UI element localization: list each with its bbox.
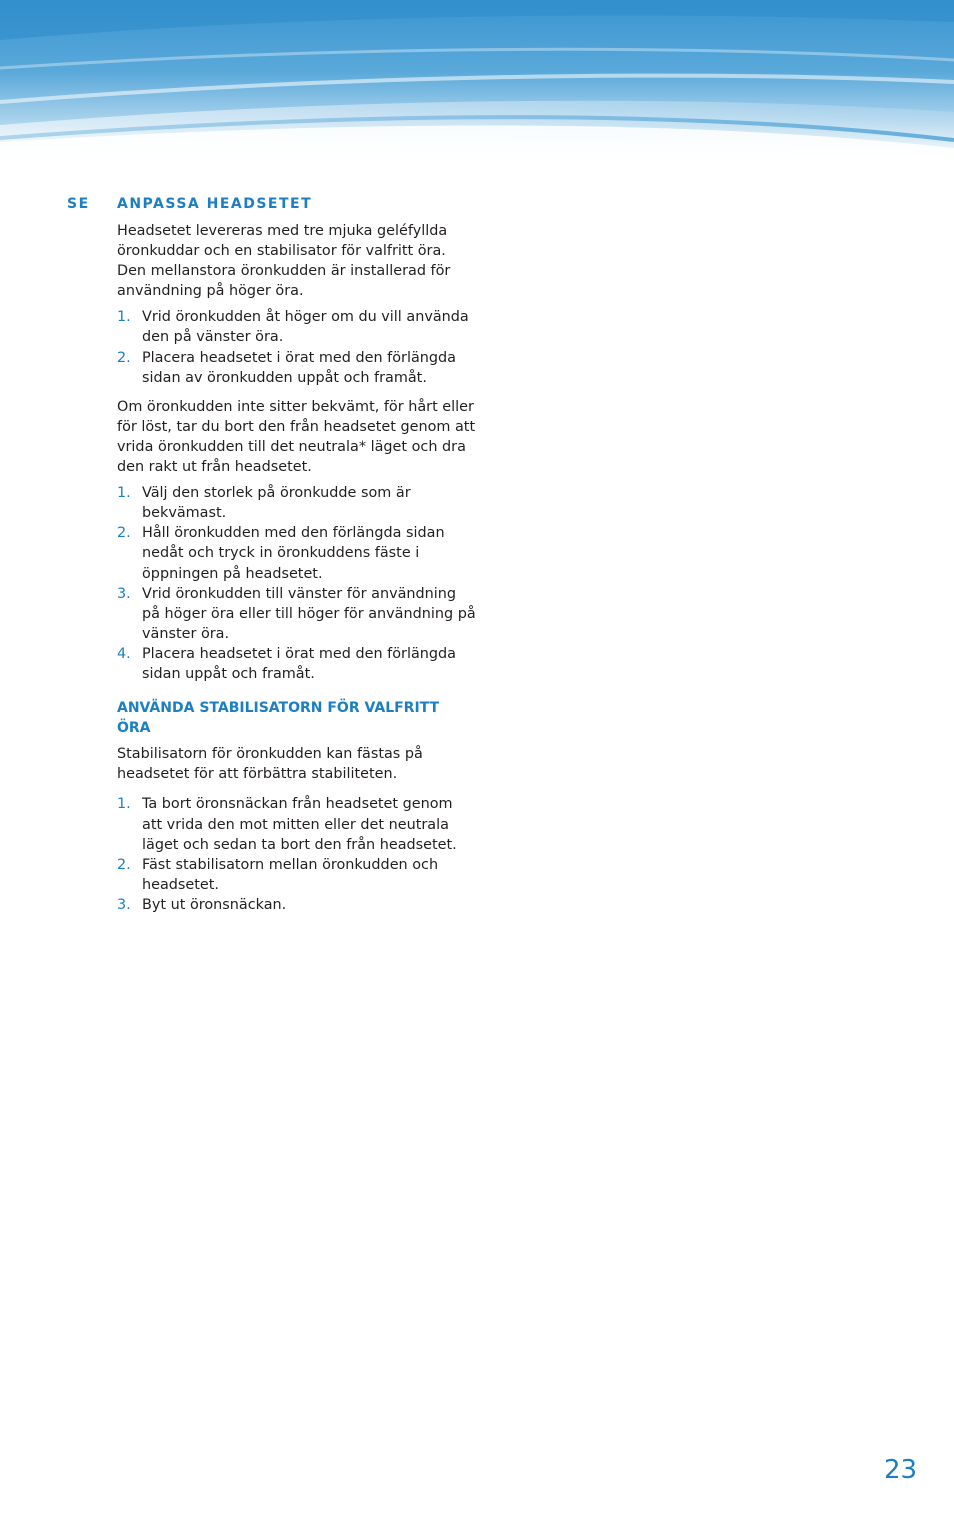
section-title: ANPASSA HEADSETET: [117, 196, 313, 212]
step-text: Fäst stabilisatorn mellan öronkudden och headsetet.: [142, 856, 439, 893]
steps-list-stabilizer: [117, 794, 477, 915]
steps-list-adjust: [117, 307, 477, 387]
list-item: [117, 307, 477, 347]
step-number: 1.: [117, 485, 131, 502]
steps-list-change: [117, 483, 477, 684]
header-banner: [0, 0, 954, 160]
step-number: 1.: [117, 309, 131, 326]
language-code: SE: [67, 196, 90, 212]
step-number: 4.: [117, 645, 131, 662]
list-item: [117, 794, 477, 854]
step-text: Vrid öronkudden åt höger om du vill använda den på vänster öra.: [142, 309, 469, 346]
stabilizer-heading: ANVÄNDA STABILISATORN FÖR VALFRITT ÖRA: [117, 700, 440, 737]
step-text: Ta bort öronsnäckan från headsetet genom att vrida den mot mitten eller det neutrala läget och sedan ta bort den från headsetet.: [142, 796, 457, 853]
step-text: Placera headsetet i örat med den förlängda sidan uppåt och framåt.: [142, 645, 456, 682]
list-item: [117, 855, 477, 895]
page-number: 23: [884, 1455, 918, 1485]
stabilizer-paragraph: Stabilisatorn för öronkudden kan fästas på headsetet för att förbättra stabiliteten.: [117, 746, 423, 783]
step-text: Vrid öronkudden till vänster för användning på höger öra eller till höger för användning på vänster öra.: [142, 585, 476, 642]
step-text: Välj den storlek på öronkudde som är bekvämast.: [142, 485, 411, 522]
step-number: 2.: [117, 525, 131, 542]
step-number: 1.: [117, 796, 131, 813]
step-number: 3.: [117, 896, 131, 913]
intro-paragraph: Headsetet levereras med tre mjuka geléfyllda öronkuddar och en stabilisator för valfritt öra. Den mellanstora öronkudden är installerad för användning på höger öra.: [117, 223, 451, 300]
step-text: Byt ut öronsnäckan.: [142, 896, 287, 913]
step-number: 3.: [117, 585, 131, 602]
step-number: 2.: [117, 349, 131, 366]
step-text: Placera headsetet i örat med den förlängda sidan av öronkudden uppåt och framåt.: [142, 349, 456, 386]
list-item: [117, 644, 477, 684]
list-item: [117, 895, 477, 915]
fit-paragraph: Om öronkudden inte sitter bekvämt, för hårt eller för löst, tar du bort den från headsetet genom att vrida öronkudden till det neutrala* läget och dra den rakt ut från headsetet.: [117, 398, 476, 476]
main-content: [117, 221, 477, 915]
step-number: 2.: [117, 856, 131, 873]
list-item: [117, 483, 477, 523]
list-item: [117, 523, 477, 583]
list-item: [117, 348, 477, 388]
step-text: Håll öronkudden med den förlängda sidan nedåt och tryck in öronkuddens fäste i öppningen på headsetet.: [142, 525, 445, 582]
list-item: [117, 584, 477, 644]
